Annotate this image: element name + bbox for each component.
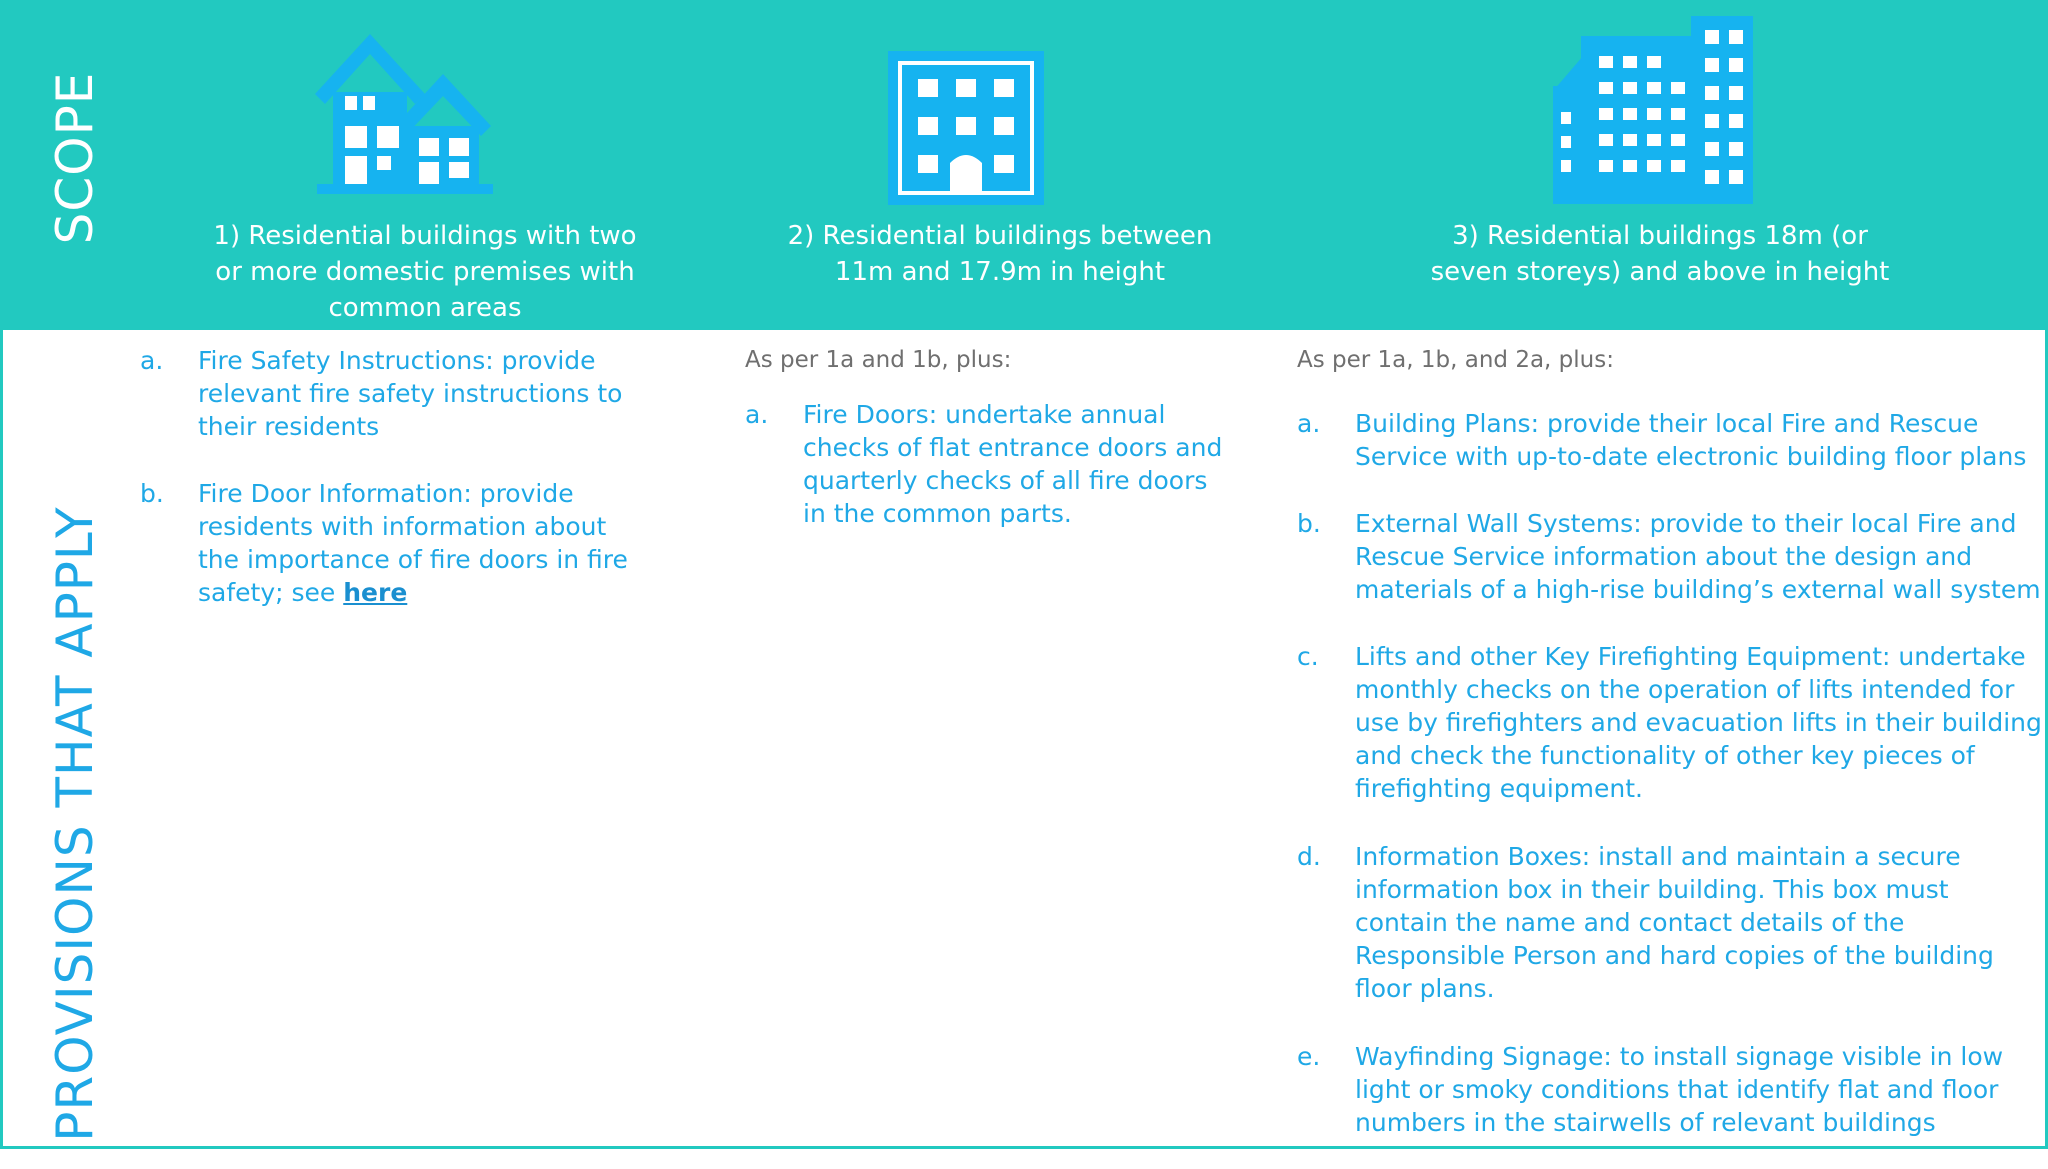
item-letter: a. xyxy=(745,400,769,429)
scope-text-1: 1) Residential buildings with two or more domestic premises with common areas xyxy=(213,221,637,323)
item-letter: a. xyxy=(1297,409,1321,438)
scope-label: SCOPE xyxy=(46,71,104,245)
high-rise-buildings-icon xyxy=(1553,16,1761,204)
item-text: Lifts and other Key Firefighting Equipment: undertake monthly checks on the operation of lifts intended for use by firefighters and evacuation lifts in their building and check the functionality of other key pieces of firefighting equipment. xyxy=(1355,642,2042,803)
provisions-label: PROVISIONS THAT APPLY xyxy=(46,506,104,1142)
item-text: Fire Doors: undertake annual checks of flat entrance doors and quarterly checks of all fire doors in the common parts. xyxy=(803,400,1223,528)
item-text: External Wall Systems: provide to their local Fire and Rescue Service information about the design and materials of a high-rise building’s external wall system xyxy=(1355,509,2041,604)
item-letter: d. xyxy=(1297,842,1321,871)
item-letter: e. xyxy=(1297,1042,1321,1071)
here-link[interactable]: here xyxy=(343,578,408,607)
item-letter: b. xyxy=(140,479,164,508)
scope-text-3: 3) Residential buildings 18m (or seven storeys) and above in height xyxy=(1430,221,1890,287)
col3-preamble: As per 1a, 1b, and 2a, plus: xyxy=(1297,347,1614,373)
item-text: Fire Door Information: provide residents with information about the importance of fire doors in fire safety; see xyxy=(198,479,628,607)
item-text: Information Boxes: install and maintain a secure information box in their building. This box must contain the name and contact details of the Responsible Person and hard copies of the building floor plans. xyxy=(1355,842,1994,1003)
item-text: Fire Safety Instructions: provide relevant fire safety instructions to their residents xyxy=(198,346,623,441)
item-text: Wayfinding Signage: to install signage visible in low light or smoky conditions that identify flat and floor numbers in the stairwells of relevant buildings xyxy=(1355,1042,2004,1137)
item-letter: b. xyxy=(1297,509,1321,538)
item-letter: a. xyxy=(140,346,164,375)
apartment-building-icon xyxy=(888,51,1044,205)
item-letter: c. xyxy=(1297,642,1319,671)
houses-icon xyxy=(315,34,495,198)
col2-preamble: As per 1a and 1b, plus: xyxy=(745,347,1012,373)
item-text: Building Plans: provide their local Fire and Rescue Service with up-to-date electronic building floor plans xyxy=(1355,409,2027,471)
scope-text-2: 2) Residential buildings between 11m and 17.9m in height xyxy=(787,221,1213,287)
item-text-wrap xyxy=(198,477,638,609)
